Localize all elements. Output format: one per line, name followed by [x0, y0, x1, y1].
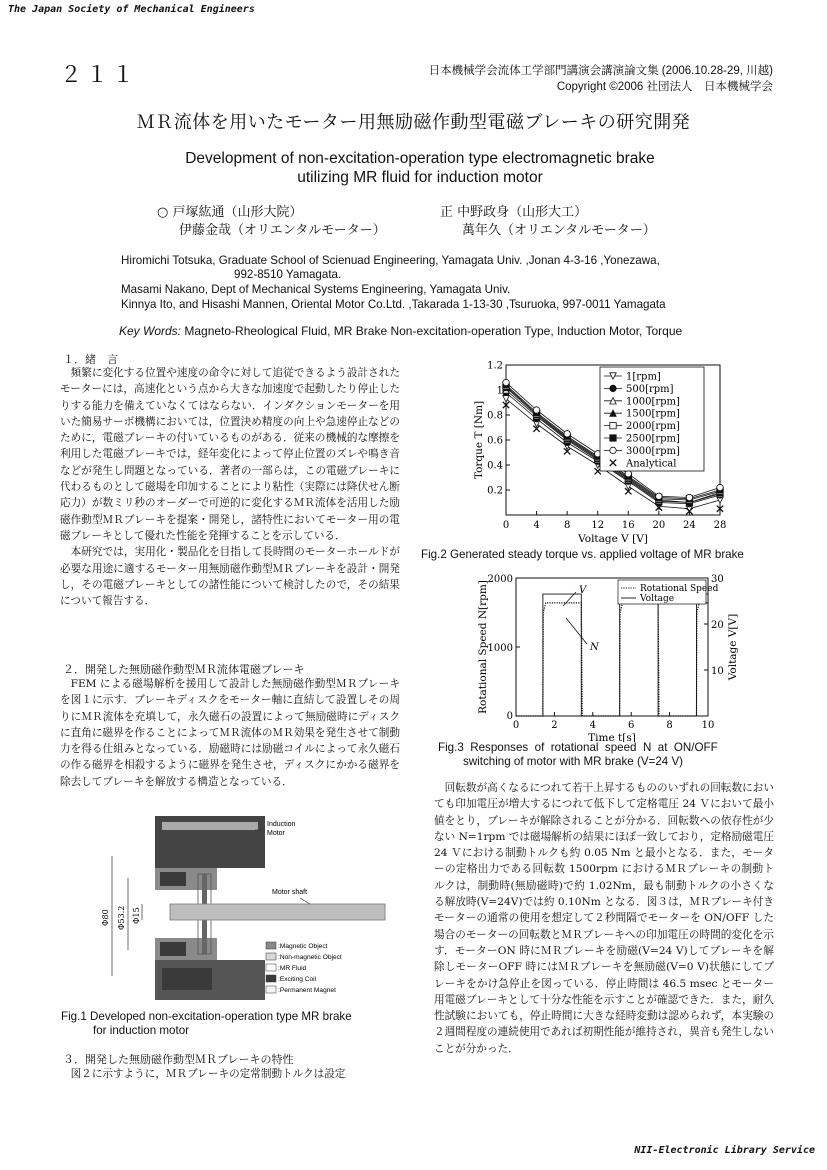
keywords-text: Magneto-Rheological Fluid, MR Brake Non-excitation-operation Type, Induction Motor, Torque [184, 324, 683, 338]
fig3-y-tick-label: 1000 [487, 643, 513, 654]
fig2-x-tick-label: 28 [713, 520, 727, 531]
fig2-x-tick-label: 0 [502, 520, 510, 531]
section-1-body [60, 365, 400, 609]
author-right-2: 萬年久（オリエンタルモーター） [462, 223, 656, 238]
fig3-y-axis-label: Rotational Speed N[rpm] [477, 580, 489, 714]
fig2-data-point [686, 494, 692, 500]
title-english-line1: Development of non-excitation-operation type electromagnetic brake [185, 150, 655, 167]
fig2-legend-label: 3000[rpm] [626, 445, 680, 457]
fig2-legend-label: 1500[rpm] [626, 408, 680, 420]
fig2-legend-label: 2500[rpm] [626, 433, 680, 445]
fig1-legend-swatch-nonmagnetic [266, 953, 276, 960]
society-header: The Japan Society of Mechanical Engineers [8, 4, 255, 15]
fig2-legend-label: 2000[rpm] [626, 421, 680, 433]
fig2-legend-label: Analytical [626, 458, 677, 470]
section-1-heading: １．緒 言 [63, 353, 118, 366]
fig2-legend-label: 1000[rpm] [626, 396, 680, 408]
affiliation-1: Hiromichi Totsuka, Graduate School of Scienuad Engineering, Yamagata Univ. ,Jonan 4-3-16 ,Yonezawa, [121, 254, 660, 267]
fig2-x-tick-label: 24 [683, 520, 696, 531]
fig2-data-point [656, 493, 662, 499]
copyright: Copyright ©2006 社団法人 日本機械学会 [556, 81, 773, 93]
fig1-dim-53: Φ53.2 [117, 905, 126, 930]
fig3-x-tick-label: 10 [701, 720, 715, 731]
fig3-y2-tick-label: 10 [711, 666, 724, 677]
fig3-y2-axis-label: Voltage V[V] [727, 613, 739, 681]
fig1-legend-swatch-magnet [266, 986, 276, 993]
fig2-data-point [533, 407, 539, 413]
fig2-data-point [503, 379, 509, 385]
fig2-y-tick-label: 1 [496, 385, 503, 397]
fig1-label-shaft: Motor shaft [272, 889, 308, 896]
fig3-x-tick-label: 8 [666, 720, 673, 731]
author-right-1: 正 中野政身（山形大工） [440, 205, 588, 220]
fig1-legend-coil: :Exciting Coil [278, 976, 317, 983]
fig3-x-axis-label: Time t[s] [588, 732, 636, 742]
fig3-annotation-V: V [579, 585, 587, 596]
fig3-legend-label: Voltage [640, 594, 675, 604]
fig3-response-chart [470, 570, 750, 742]
fig3-y-tick-label: 0 [506, 711, 513, 722]
fig1-motor-highlight [162, 822, 258, 830]
fig1-label-motor-2: Motor [267, 830, 285, 837]
fig1-legend-swatch-coil [266, 975, 276, 982]
title-english-line2: utilizing MR fluid for induction motor [297, 169, 543, 186]
section-3-heading: ３．開発した無励磁作動型ＭＲブレーキの特性 [63, 1053, 294, 1066]
fig3-x-tick-label: 0 [512, 720, 520, 731]
fig2-caption: Fig.2 Generated steady torque vs. applied voltage of MR brake [421, 548, 744, 561]
fig1-leader-shaft [300, 898, 310, 904]
fig2-y-tick-label: 0.6 [487, 435, 503, 447]
section-2-heading: ２．開発した無励磁作動型ＭＲ流体電磁ブレーキ [63, 663, 305, 676]
author-left-1: ○ 戸塚紘通（山形大院） [157, 205, 303, 220]
fig1-dim-80: Φ80 [101, 909, 110, 926]
affiliation-3: Masami Nakano, Dept of Mechanical Systems Engineering, Yamagata Univ. [121, 283, 511, 296]
fig3-y2-tick-label: 30 [711, 574, 724, 585]
fig2-x-tick-label: 8 [563, 520, 571, 531]
affiliation-2: 992-8510 Yamagata. [234, 268, 342, 281]
fig1-legend-mrfluid: :MR Fluid [278, 965, 307, 972]
section-1-paragraph-2: 本研究では，実用化・製品化を目指して長時間のモーターホールドが必要な用途に適するモーター用無励磁作動型ＭＲブレーキを設計・開発し，その電磁ブレーキとしての諸性能について検討したので，その結果について報告する． [60, 546, 400, 608]
affiliation-4: Kinnya Ito, and Hisashi Mannen, Oriental Motor Co.Ltd. ,Takarada 1-13-30 ,Tsuruoka, 997-0011 Yamagata [121, 298, 666, 311]
fig2-data-point [717, 484, 723, 490]
title-japanese: ＭＲ流体を用いたモーター用無励磁作動型電磁ブレーキの研究開発 [136, 112, 691, 132]
section-2-paragraph-1: FEM による磁場解析を援用して設計した無励磁作動型ＭＲブレーキを図１に示す．ブレーキディスクをモーター軸に直結して設置しその周りにＭＲ流体を充填して，永久磁石の設置によって無励磁時にディスクに直角に磁界を作ることによってＭＲ流体のＭＲ効果を発生させて制動力を得る仕組みとなっている．励磁時には励磁コイルによって永久磁石の作る磁界を相殺するように磁界を発生させ，ディスクにかかる磁界を除去してブレーキを解放する構造となっている． [60, 678, 400, 788]
fig2-y-tick-label: 1.2 [487, 360, 503, 372]
fig3-x-tick-label: 2 [551, 720, 558, 731]
section-3-body [60, 1066, 400, 1082]
fig1-motor-shaft [170, 904, 385, 920]
fig2-y-tick-label: 0.4 [487, 460, 503, 472]
paper-number: ２１１ [60, 62, 139, 87]
fig3-y2-tick-label: 20 [711, 620, 724, 631]
fig2-torque-chart [470, 355, 740, 545]
fig2-y-axis-label: Torque T [Nm] [473, 400, 485, 480]
fig2-y-tick-label: 0.2 [487, 485, 503, 497]
right-column-body [434, 780, 774, 1057]
fig3-annotation-N-arrow [566, 618, 587, 644]
right-column-paragraph-1: 回転数が高くなるにつれて若干上昇するもののいずれの回転数においても印加電圧が増大するにつれて低下して定格電圧 24 Ｖにおいて最小値をとり，ブレーキが解除されることが分かる．回転数への依存性が少ない N=1rpm では磁場解析の結果にほぼ一致しており，定格励磁電圧 24 Ｖにおける制動トルクも約 0.05 Nm と最小となる．また，モーターの定格出力である回転数 1500rpm におけるＭＲブレーキの制動トルクは，制動時(無励磁時)で約 1.02Nm，最も制動トルクの小さくなる解放時(V=24V)では約 0.10Nm となる．図３は，ＭＲブレーキ付きモーターの通常の使用を想定して２秒間隔でモーターを ON/OFF した場合のモーターの回転数とＭＲブレーキへの印加電圧の時間的変化を示す．モーターON 時にＭＲブレーキを励磁(V=24 V)してブレーキを解除しモーターOFF 時にはＭＲブレーキを無励磁(V=0 V)状態にしてブレーキをかけ急停止を図っている．停止時間は 46.5 msec とモーター用電磁ブレーキとして十分な性能を示すことが確認できた．また，耐久性試験においても，停止時間に大きな経時変動は認められず，本実験の２週間程度の連続使用であれば初期性能が維持され，異音も発生しないことが分かった． [434, 782, 774, 1055]
author-left-2: 伊藤金哉（オリエンタルモーター） [179, 223, 386, 238]
fig2-legend-marker [610, 422, 616, 428]
fig3-y-tick-label: 2000 [487, 574, 513, 585]
fig2-legend-label: 500[rpm] [626, 383, 674, 395]
keywords [119, 324, 682, 338]
fig2-x-tick-label: 16 [621, 520, 635, 531]
fig3-x-tick-label: 6 [628, 720, 635, 731]
fig1-legend-magnetic: :Magnetic Object [278, 943, 328, 950]
fig1-caption-line2: for induction motor [93, 1024, 190, 1037]
fig2-legend-marker [610, 447, 616, 453]
fig3-series-1 [516, 594, 708, 716]
section-3-paragraph-1: 図２に示すように，ＭＲブレーキの定常制動トルクは設定 [70, 1068, 346, 1080]
fig1-label-motor-1: Induction [267, 821, 296, 828]
fig1-coil-bottom [160, 942, 186, 956]
keywords-label: Key Words: [119, 324, 182, 338]
fig1-legend [266, 942, 342, 994]
section-1-paragraph-1: 頻繁に変化する位置や速度の命令に対して追従できるよう設計されたモーターには，高速化という点から大きな加速度で起動したり停止したりする能力を備えていなくてはならない．インダクションモーターを用いた簡易サーボ機構においては，位置決め精度の向上や急速停止などのために，電磁ブレーキの付いているものがある．従来の機械的な摩擦を利用した電磁ブレーキでは，経年変化によって停止位置のズレや鳴き音などが発生し問題となっている．著者の一部らは，この電磁ブレーキに代わるものとして磁場を印加することにより粘性（実際には降伏せん断応力）が数ミリ秒のオーダーで可逆的に変化するＭＲ流体を活用した励磁作動型ＭＲブレーキを提案・開発し，諸特性においてモーター用の電磁ブレーキとして優れた性能を発揮することを示している． [60, 367, 400, 542]
fig3-caption-line2: switching of motor with MR brake (V=24 V) [463, 755, 684, 768]
fig2-x-axis-label: Voltage V [V] [578, 533, 648, 545]
fig1-legend-nonmagnetic: :Non-magnetic Object [278, 954, 342, 961]
fig2-legend-marker [610, 435, 616, 441]
fig1-legend-swatch-mrfluid [266, 964, 276, 971]
fig1-caption-line1: Fig.1 Developed non-excitation-operation type MR brake [61, 1010, 352, 1023]
footer-library: NII-Electronic Library Service [634, 1145, 815, 1156]
fig2-y-tick-label: 0.8 [487, 410, 503, 422]
fig1-lower-inner [162, 968, 212, 990]
proceedings-info: 日本機械学会流体工学部門講演会講演論文集 (2006.10.28-29, 川越) [428, 65, 773, 77]
fig3-series-0 [516, 603, 708, 716]
section-2-body [60, 676, 400, 790]
fig2-x-tick-label: 4 [533, 520, 540, 531]
fig1-legend-swatch-magnetic [266, 942, 276, 949]
fig1-legend-magnet: :Permanent Magnet [278, 987, 336, 994]
fig2-x-tick-label: 20 [652, 520, 666, 531]
fig1-coil-top [160, 872, 186, 886]
fig2-legend-marker [610, 385, 616, 391]
fig1-dim-15: Φ15 [132, 907, 141, 924]
fig2-data-point [625, 471, 631, 477]
fig1-drawing [90, 808, 390, 1008]
fig2-data-point [564, 431, 570, 437]
fig3-annotation-N: N [590, 642, 599, 653]
fig2-legend-label: 1[rpm] [626, 371, 661, 383]
fig3-x-tick-label: 4 [589, 720, 596, 731]
fig2-x-tick-label: 12 [591, 520, 605, 531]
fig3-caption-line1: Fig.3 Responses of rotational speed N at ON/OFF [438, 741, 718, 754]
fig3-legend-label: Rotational Speed [640, 584, 719, 594]
